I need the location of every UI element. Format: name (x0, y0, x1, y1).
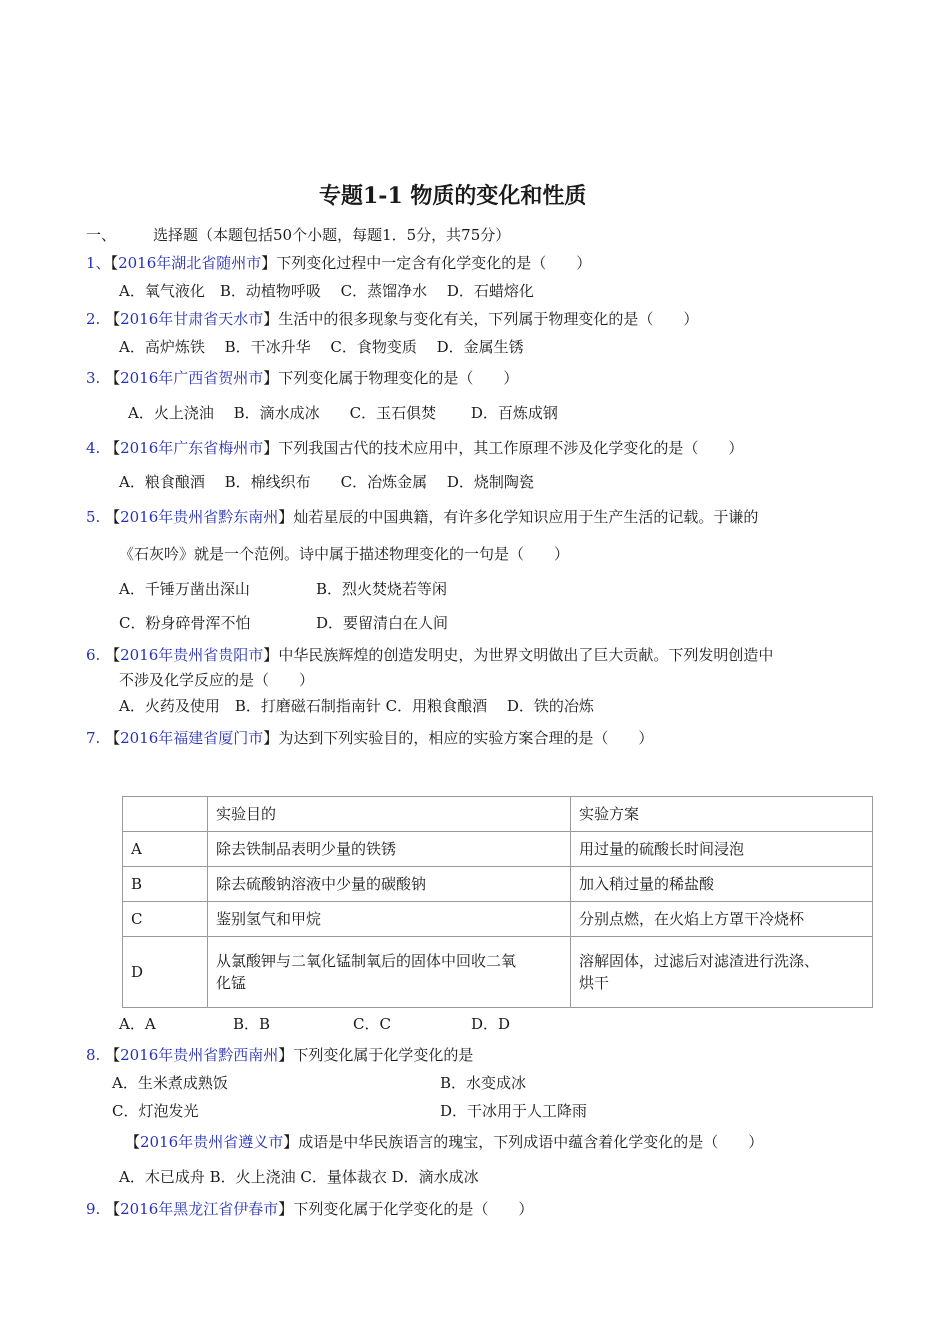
question-stem: 下列变化过程中一定含有化学变化的是（ ） (276, 254, 592, 272)
section-number: 一、 (86, 226, 117, 244)
table-header-row (123, 797, 873, 832)
question-number: 3. (86, 369, 101, 387)
table-cell: 鉴别氢气和甲烷 (208, 902, 571, 937)
table-cell (571, 937, 873, 1008)
question-5-option-c: C．粉身碎骨浑不怕 (119, 614, 251, 632)
question-6-stem-cont: 不涉及化学反应的是（ ） (119, 671, 315, 689)
experiment-table (122, 796, 873, 1008)
page-title: 专题1-1 物质的变化和性质 (319, 183, 587, 209)
question-number: 7. (86, 729, 101, 747)
question-7: 7. 【2016年福建省厦门市】为达到下列实验目的，相应的实验方案合理的是（ ） (86, 729, 654, 747)
question-4: 4. 【2016年广东省梅州市】下列我国古代的技术应用中，其工作原理不涉及化学变化的是（ ） (86, 439, 744, 457)
question-7-option-a: A．A (119, 1015, 156, 1033)
question-6-options: A．火药及使用 B．打磨磁石制指南针 C．用粮食酿酒 D．铁的冶炼 (119, 697, 594, 715)
question-stem: 下列我国古代的技术应用中，其工作原理不涉及化学变化的是（ ） (278, 439, 744, 457)
table-row (123, 937, 873, 1008)
table-cell: A (123, 832, 208, 867)
question-8-option-b: B．水变成冰 (440, 1074, 527, 1092)
question-source: 2016年甘肃省天水市 (120, 310, 264, 328)
question-source: 2016年贵州省黔西南州 (120, 1046, 279, 1064)
table-header-cell: 实验目的 (208, 797, 571, 832)
question-8-option-a: A．生米煮成熟饭 (112, 1074, 228, 1092)
question-2: 2. 【2016年甘肃省天水市】生活中的很多现象与变化有关，下列属于物理变化的是（ ） (86, 310, 699, 328)
question-stem: 为达到下列实验目的，相应的实验方案合理的是（ ） (278, 729, 654, 747)
question-source: 2016年广东省梅州市 (120, 439, 264, 457)
question-2-options: A．高炉炼铁 B．干冰升华 C．食物变质 D．金属生锈 (119, 338, 524, 356)
question-source: 2016年贵州省黔东南州 (120, 508, 279, 526)
question-5-option-b: B．烈火焚烧若等闲 (316, 580, 448, 598)
table-cell: 分别点燃，在火焰上方罩干冷烧杯 (571, 902, 873, 937)
question-stem: 成语是中华民族语言的瑰宝，下列成语中蕴含着化学变化的是（ ） (298, 1133, 764, 1151)
question-stem: 生活中的很多现象与变化有关，下列属于物理变化的是（ ） (278, 310, 699, 328)
question-9: 9. 【2016年黑龙江省伊春市】下列变化属于化学变化的是（ ） (86, 1200, 534, 1218)
question-source: 2016年湖北省随州市 (118, 254, 262, 272)
table-cell-line: 烘干 (579, 974, 610, 992)
table-cell: 除去铁制品表明少量的铁锈 (208, 832, 571, 867)
question-1-options: A．氧气液化 B．动植物呼吸 C．蒸馏净水 D．石蜡熔化 (119, 282, 534, 300)
question-5-option-a: A．千锤万凿出深山 (119, 580, 250, 598)
question-1: 1、【2016年湖北省随州市】下列变化过程中一定含有化学变化的是（ ） (86, 254, 592, 272)
question-stem: 中华民族辉煌的创造发明史，为世界文明做出了巨大贡献。下列发明创造中 (278, 646, 774, 664)
question-source: 2016年广西省贺州市 (120, 369, 264, 387)
table-cell-line: 从氯酸钾与二氧化锰制氧后的固体中回收二氧 (216, 952, 517, 970)
table-cell (208, 937, 571, 1008)
table-row (123, 902, 873, 937)
question-3: 3. 【2016年广西省贺州市】下列变化属于物理变化的是（ ） (86, 369, 519, 387)
question-source: 2016年黑龙江省伊春市 (120, 1200, 279, 1218)
question-7-option-b: B．B (233, 1015, 271, 1033)
question-4-options: A．粮食酿酒 B．棉线织布 C．冶炼金属 D．烧制陶瓷 (119, 473, 534, 491)
table-row (123, 832, 873, 867)
question-7-option-c: C．C (353, 1015, 391, 1033)
question-unnumbered: 【2016年贵州省遵义市】成语是中华民族语言的瑰宝，下列成语中蕴含着化学变化的是（ ） (125, 1133, 764, 1151)
question-source: 2016年福建省厦门市 (120, 729, 264, 747)
question-5-option-d: D．要留清白在人间 (316, 614, 449, 632)
question-5: 5. 【2016年贵州省黔东南州】灿若星辰的中国典籍，有许多化学知识应用于生产生活的记载。于谦的 (86, 508, 759, 526)
table-header-cell: 实验方案 (571, 797, 873, 832)
table-cell-line: 溶解固体，过滤后对滤渣进行洗涤、 (579, 952, 820, 970)
question-stem: 下列变化属于物理变化的是（ ） (278, 369, 519, 387)
section-heading: 选择题（本题包括50个小题，每题1．5分，共75分） (153, 226, 511, 244)
question-3-options: A．火上浇油 B．滴水成冰 C．玉石俱焚 D．百炼成钢 (128, 404, 558, 422)
table-cell: B (123, 867, 208, 902)
question-8-option-d: D．干冰用于人工降雨 (440, 1102, 588, 1120)
question-source: 2016年贵州省遵义市 (140, 1133, 284, 1151)
question-number: 5. (86, 508, 101, 526)
table-header-cell (123, 797, 208, 832)
question-number: 8. (86, 1046, 101, 1064)
question-unnumbered-options: A．木已成舟 B．火上浇油 C．量体裁衣 D．滴水成冰 (119, 1168, 479, 1186)
question-number: 2. (86, 310, 101, 328)
table-cell: C (123, 902, 208, 937)
question-number: 4. (86, 439, 101, 457)
question-stem: 灿若星辰的中国典籍，有许多化学知识应用于生产生活的记载。于谦的 (293, 508, 759, 526)
question-6: 6. 【2016年贵州省贵阳市】中华民族辉煌的创造发明史，为世界文明做出了巨大贡献。下列发明创造中 (86, 646, 774, 664)
table-cell: D (123, 937, 208, 1008)
question-7-option-d: D．D (471, 1015, 511, 1033)
question-8: 8. 【2016年贵州省黔西南州】下列变化属于化学变化的是 (86, 1046, 474, 1064)
table-cell: 加入稍过量的稀盐酸 (571, 867, 873, 902)
question-stem: 下列变化属于化学变化的是 (293, 1046, 474, 1064)
question-number: 1、 (86, 254, 111, 272)
question-number: 6. (86, 646, 101, 664)
table-cell: 用过量的硫酸长时间浸泡 (571, 832, 873, 867)
table-row (123, 867, 873, 902)
question-stem: 下列变化属于化学变化的是（ ） (293, 1200, 534, 1218)
question-5-stem-cont: 《石灰吟》就是一个范例。诗中属于描述物理变化的一句是（ ） (119, 545, 570, 563)
table-cell-line: 化锰 (216, 974, 247, 992)
question-8-option-c: C．灯泡发光 (112, 1102, 199, 1120)
question-source: 2016年贵州省贵阳市 (120, 646, 264, 664)
question-number: 9. (86, 1200, 101, 1218)
table-cell: 除去硫酸钠溶液中少量的碳酸钠 (208, 867, 571, 902)
